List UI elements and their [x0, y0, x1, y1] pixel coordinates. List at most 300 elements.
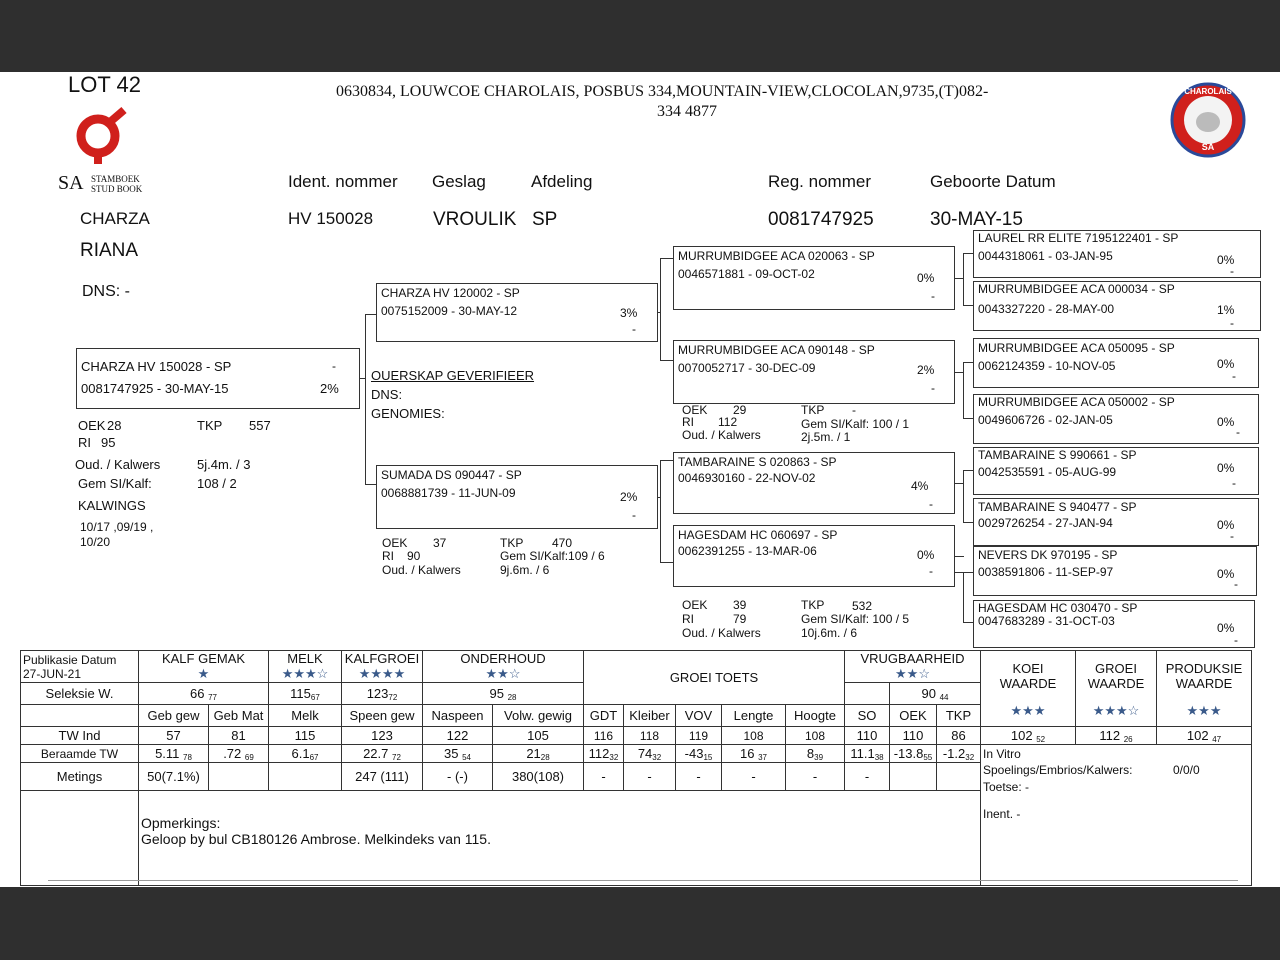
grandparent-pct: 0% [917, 548, 935, 562]
subheader-cell: VOV [676, 705, 722, 727]
ber-cell [937, 745, 981, 763]
groei-waarde-cell [1076, 651, 1157, 727]
sire-reg: 0075152009 - 30-MAY-12 [381, 304, 518, 318]
produksie-waarde-stars: ★★★ [1186, 703, 1222, 718]
beraamde-tw-label: Beraamde TW [21, 745, 139, 763]
seleksie-label: Seleksie W. [21, 683, 139, 705]
great-grandparent-box [973, 498, 1259, 546]
birth-heading: Geboorte Datum [930, 172, 1056, 191]
onderhoud-label: ONDERHOUD [460, 651, 546, 666]
metings-cell: - [845, 763, 890, 791]
kalf-gemak-cell [139, 651, 269, 683]
subheader-cell: Geb gew [139, 705, 209, 727]
ggp-name: TAMBARAINE S 940477 - SP [978, 500, 1137, 514]
ber-acc: 32 [652, 752, 662, 762]
animal-reg: 0081747925 [768, 209, 874, 230]
gp-oud-label: Oud. / Kalwers [682, 428, 761, 442]
seleksie-empty [845, 683, 890, 705]
tw-ind-cell: 115 [269, 727, 342, 745]
top-dark-bar [0, 0, 1280, 72]
sire-dash: - [632, 322, 636, 336]
ggp-reg: 0047683289 - 31-OCT-03 [978, 614, 1115, 628]
connector [955, 556, 964, 557]
great-grandparent-box [973, 600, 1255, 648]
tw-ind-cell: 119 [676, 727, 722, 745]
grandparent-box [673, 525, 955, 587]
tw-ind-cell: 118 [624, 727, 676, 745]
seleksie-melk-acc: 67 [310, 692, 320, 702]
self-pedigree-box [76, 348, 360, 409]
ggp-pct: 0% [1217, 357, 1235, 371]
gp-oek: 29 [733, 403, 747, 417]
dam-oud-label: Oud. / Kalwers [382, 563, 461, 577]
connector [365, 484, 376, 485]
ggp-reg: 0042535591 - 05-AUG-99 [978, 465, 1117, 479]
dam-oud: 9j.6m. / 6 [500, 563, 550, 577]
logo-line2: STUD BOOK [91, 184, 143, 194]
self-box-name: CHARZA HV 150028 - SP [81, 359, 232, 374]
tw-ind-cell: 57 [139, 727, 209, 745]
dam-ri-label: RI [382, 549, 394, 563]
ber-value: 74 [637, 745, 653, 761]
ggp-pct: 0% [1217, 253, 1235, 267]
ber-cell [493, 745, 584, 763]
connector [963, 572, 964, 622]
logo-charolais-text: CHAROLAIS [1184, 87, 1232, 96]
opmerkings-empty [21, 791, 139, 886]
gp-gem: Gem SI/Kalf: 100 / 1 [801, 417, 910, 431]
koei-waarde-label: KOEI WAARDE [999, 661, 1057, 691]
produksie-value: 102 [1186, 727, 1209, 743]
seleksie-melk [269, 683, 342, 705]
sex-heading: Geslag [432, 172, 486, 191]
grandparent-reg: 0046571881 - 09-OCT-02 [678, 267, 815, 281]
ber-cell [209, 745, 269, 763]
self-tkp: 557 [249, 418, 271, 433]
gp-tkp: 532 [852, 599, 873, 613]
grandparent-name: MURRUMBIDGEE ACA 020063 - SP [678, 249, 875, 263]
seleksie-kalfgroei [342, 683, 423, 705]
metings-cell: - [624, 763, 676, 791]
logo-line1: STAMBOEK [91, 174, 140, 184]
ber-acc: 15 [703, 752, 713, 762]
great-grandparent-box [973, 281, 1261, 331]
groei-waarde-value [1076, 727, 1157, 745]
ber-cell [342, 745, 423, 763]
ber-value: 21 [526, 745, 541, 761]
ggp-pct: 0% [1217, 461, 1235, 475]
connector [963, 253, 964, 305]
spoelings-value: 0/0/0 [1173, 762, 1200, 777]
sire-box [376, 283, 658, 342]
grandparent-dash: - [931, 289, 935, 303]
sire-name: CHARZA HV 120002 - SP [381, 286, 520, 300]
dam-oek-label: OEK [382, 536, 408, 550]
self-box-dash: - [332, 359, 336, 373]
koei-value: 102 [1010, 727, 1033, 743]
ggp-dash: - [1234, 633, 1238, 647]
charolais-bull-logo-icon [1170, 80, 1248, 160]
connector [963, 470, 964, 522]
opmerkings-label: Opmerkings: [141, 815, 221, 831]
tw-ind-cell: 108 [722, 727, 786, 745]
self-tkp-label: TKP [197, 418, 223, 433]
gp-ri: 79 [733, 612, 747, 626]
ber-acc: 39 [814, 752, 824, 762]
connector [963, 362, 973, 363]
subheader-cell: Speen gew [342, 705, 423, 727]
tw-ind-row [21, 727, 1252, 745]
parentage-dns: DNS: [371, 387, 403, 402]
tw-ind-cell: 122 [423, 727, 493, 745]
tw-ind-cell: 110 [890, 727, 937, 745]
charolais-sa-logo [1170, 80, 1248, 160]
subheader-cell: Naspeen [423, 705, 493, 727]
sire-pct: 3% [620, 306, 638, 320]
gp-oud: 10j.6m. / 6 [801, 626, 858, 640]
gp-oek-label: OEK [682, 598, 708, 612]
ber-cell [139, 745, 209, 763]
metings-cell: - [584, 763, 624, 791]
metings-cell: - [676, 763, 722, 791]
gp-oud-label: Oud. / Kalwers [682, 626, 761, 640]
self-oud: 5j.4m. / 3 [197, 457, 251, 472]
tw-ind-cell: 86 [937, 727, 981, 745]
animal-ident: HV 150028 [288, 209, 374, 228]
vrugbaarheid-cell [845, 651, 981, 683]
subheader-cell: Kleiber [624, 705, 676, 727]
ber-value: -13.8 [893, 745, 924, 761]
tw-ind-cell: 123 [342, 727, 423, 745]
gp-ri-label: RI [682, 415, 694, 429]
ber-value: 11.1 [850, 745, 875, 761]
metings-cell: - (-) [423, 763, 493, 791]
koei-waarde-value [981, 727, 1076, 745]
ouerskap-label: OUERSKAP GEVERIFIEER [371, 368, 535, 383]
great-grandparent-box [973, 338, 1259, 388]
connector [660, 258, 661, 360]
breeder-phone: 334 4877 [657, 103, 717, 120]
pub-date-label: Publikasie Datum [23, 652, 117, 667]
ggp-pct: 0% [1217, 415, 1235, 429]
connector [660, 460, 661, 562]
grandparent-name: HAGESDAM HC 060697 - SP [678, 528, 838, 542]
melk-cell [269, 651, 342, 683]
subheader-cell: TKP [937, 705, 981, 727]
dam-oek: 37 [433, 536, 447, 550]
ggp-name: LAUREL RR ELITE 7195122401 - SP [978, 231, 1179, 245]
self-box-pct: 2% [320, 381, 339, 396]
ber-cell [584, 745, 624, 763]
seleksie-onderhoud-acc: 28 [507, 692, 517, 702]
self-ri-label: RI [78, 435, 91, 450]
metings-cell [269, 763, 342, 791]
seleksie-kalf-value: 66 [190, 685, 205, 701]
connector [365, 314, 376, 315]
seleksie-kalf [139, 683, 269, 705]
ggp-name: MURRUMBIDGEE ACA 050095 - SP [978, 341, 1175, 355]
self-ri: 95 [101, 435, 116, 450]
animal-birth: 30-MAY-15 [930, 209, 1023, 230]
gp-oud: 2j.5m. / 1 [801, 430, 851, 444]
tw-ind-cell: 81 [209, 727, 269, 745]
gp-tkp: - [852, 403, 856, 417]
grandparent-box [673, 452, 955, 514]
ggp-reg: 0044318061 - 03-JAN-95 [978, 249, 1113, 263]
dam-pct: 2% [620, 490, 638, 504]
grandparent-box [673, 340, 955, 404]
ggp-pct: 1% [1217, 303, 1235, 317]
animal-section: SP [532, 209, 558, 230]
kalfgroei-label: KALFGROEI [344, 651, 420, 666]
great-grandparent-box [973, 546, 1257, 596]
subheader-cell: Geb Mat [209, 705, 269, 727]
ber-acc: 72 [392, 752, 401, 762]
great-grandparent-box [973, 394, 1259, 444]
seleksie-onderhoud-value: 95 [489, 685, 504, 701]
ggp-name: NEVERS DK 970195 - SP [978, 548, 1118, 562]
connector [963, 362, 964, 418]
breeding-values-table [20, 650, 1252, 886]
produksie-acc: 47 [1212, 734, 1222, 744]
gp-oek-label: OEK [682, 403, 708, 417]
connector [963, 418, 973, 419]
grandparent-name: TAMBARAINE S 020863 - SP [678, 455, 837, 469]
self-kalwings-line2: 10/20 [80, 535, 111, 549]
spoelings-label: Spoelings/Embrios/Kalwers: [983, 762, 1133, 777]
ggp-dash: - [1230, 316, 1234, 330]
grandparent-pct: 4% [911, 479, 929, 493]
ggp-reg: 0029726254 - 27-JAN-94 [978, 516, 1113, 530]
reg-heading: Reg. nommer [768, 172, 871, 191]
grandparent-dash: - [929, 564, 933, 578]
groei-acc: 26 [1123, 734, 1133, 744]
ber-cell [624, 745, 676, 763]
ggp-reg: 0049606726 - 02-JAN-05 [978, 413, 1113, 427]
bottom-dark-bar [0, 887, 1280, 960]
logo-sa-text: SA [1201, 142, 1215, 152]
breeder-address: 0630834, LOUWCOE CHAROLAIS, POSBUS 334,MOUNTAIN-VIEW,CLOCOLAN,9735,(T)082- [336, 83, 989, 100]
metings-cell: - [722, 763, 786, 791]
ggp-pct: 0% [1217, 621, 1235, 635]
groei-waarde-label: GROEI WAARDE [1087, 661, 1145, 691]
dam-reg: 0068881739 - 11-JUN-09 [381, 486, 516, 500]
metings-cell: - [786, 763, 845, 791]
connector [963, 470, 973, 471]
kalfgroei-stars: ★★★★ [358, 666, 406, 681]
great-grandparent-box [973, 447, 1259, 495]
seleksie-kalfgroei-acc: 72 [388, 692, 398, 702]
sa-studbook-logo [58, 106, 158, 196]
ber-acc: 32 [609, 752, 619, 762]
ber-acc: 78 [183, 752, 192, 762]
melk-stars: ★★★☆ [281, 666, 329, 681]
groei-waarde-stars: ★★★☆ [1092, 703, 1140, 718]
self-oek: 28 [107, 418, 122, 433]
ggp-name: MURRUMBIDGEE ACA 000034 - SP [978, 282, 1175, 296]
produksie-waarde-label: PRODUKSIE WAARDE [1165, 661, 1243, 691]
seleksie-vrug-value: 90 [921, 685, 936, 701]
groei-value: 112 [1099, 727, 1121, 743]
ggp-dash: - [1230, 529, 1234, 543]
genomies-label: GENOMIES: [371, 406, 445, 421]
opmerkings-cell [139, 791, 981, 886]
metings-cell [209, 763, 269, 791]
ber-value: 8 [806, 745, 815, 761]
subheader-cell: GDT [584, 705, 624, 727]
lot-number: LOT 42 [68, 72, 141, 97]
groei-toets-label: GROEI TOETS [584, 651, 845, 705]
ggp-name: TAMBARAINE S 990661 - SP [978, 448, 1137, 462]
inent-label: Inent. - [983, 806, 1021, 821]
kalf-gemak-stars: ★ [197, 666, 210, 681]
ber-acc: 37 [758, 752, 767, 762]
grandparent-pct: 0% [917, 271, 935, 285]
metings-cell [890, 763, 937, 791]
connector [660, 360, 673, 361]
gp-ri: 112 [718, 415, 738, 429]
onderhoud-cell [423, 651, 584, 683]
ber-acc: 38 [874, 752, 884, 762]
grandparent-reg: 0046930160 - 22-NOV-02 [678, 471, 816, 485]
group-header-row [21, 651, 1252, 683]
ber-cell [786, 745, 845, 763]
ggp-pct: 0% [1217, 567, 1235, 581]
seleksie-kalfgroei-value: 123 [366, 685, 389, 701]
gp-tkp-label: TKP [801, 403, 825, 417]
connector [963, 305, 973, 306]
in-vitro-label: In Vitro [981, 745, 1252, 763]
ber-value: 5.11 [155, 745, 180, 761]
self-gem: 108 / 2 [197, 476, 237, 491]
grandparent-dash: - [929, 497, 933, 511]
animal-sex: VROULIK [433, 209, 517, 230]
beraamde-tw-row [21, 745, 1252, 763]
dam-tkp: 470 [552, 536, 573, 550]
connector [365, 314, 366, 484]
ber-cell [269, 745, 342, 763]
section-heading: Afdeling [531, 172, 593, 191]
connector [955, 572, 973, 573]
great-grandparent-box [973, 230, 1261, 278]
ber-acc: 28 [540, 752, 550, 762]
subheader-cell: Volw. gewig [493, 705, 584, 727]
animal-dns: DNS: - [82, 283, 130, 300]
vrugbaarheid-label: VRUGBAARHEID [860, 651, 965, 666]
koei-waarde-cell [981, 651, 1076, 727]
melk-label: MELK [287, 651, 323, 666]
grandparent-reg: 0062391255 - 13-MAR-06 [678, 544, 817, 558]
ggp-dash: - [1234, 577, 1238, 591]
ber-cell [845, 745, 890, 763]
seleksie-onderhoud [423, 683, 584, 705]
tw-ind-cell: 108 [786, 727, 845, 745]
ggp-dash: - [1232, 476, 1236, 490]
ggp-pct: 0% [1217, 518, 1235, 532]
tw-ind-label: TW Ind [21, 727, 139, 745]
animal-herd: CHARZA [80, 209, 150, 228]
subheader-cell: OEK [890, 705, 937, 727]
ber-value: 16 [740, 745, 755, 761]
opmerkings-text: Geloop by bul CB180126 Ambrose. Melkindeks van 115. [141, 831, 491, 847]
ggp-name: HAGESDAM HC 030470 - SP [978, 601, 1138, 615]
ber-cell [890, 745, 937, 763]
footer-rule [48, 880, 1238, 881]
seleksie-vrug-acc: 44 [939, 692, 949, 702]
metings-cell [937, 763, 981, 791]
ber-value: 22.7 [363, 745, 389, 761]
ggp-dash: - [1236, 425, 1240, 439]
produksie-waarde-cell [1157, 651, 1252, 727]
metings-label: Metings [21, 763, 139, 791]
metings-cell: 247 (111) [342, 763, 423, 791]
self-oud-label: Oud. / Kalwers [75, 457, 161, 472]
kalf-gemak-label: KALF GEMAK [161, 651, 246, 666]
self-box-reg: 0081747925 - 30-MAY-15 [81, 381, 229, 396]
grandparent-box [673, 246, 955, 310]
ber-value: 6.1 [291, 745, 310, 761]
ggp-reg: 0062124359 - 10-NOV-05 [978, 359, 1116, 373]
connector [963, 253, 973, 254]
gp-tkp-label: TKP [801, 598, 825, 612]
ggp-dash: - [1232, 369, 1236, 383]
ber-acc: 54 [462, 752, 471, 762]
grandparent-name: MURRUMBIDGEE ACA 090148 - SP [678, 343, 875, 357]
tw-ind-cell: 105 [493, 727, 584, 745]
metings-row [21, 763, 1252, 791]
gp-oek: 39 [733, 598, 747, 612]
ber-value: -43 [684, 745, 704, 761]
connector [660, 562, 673, 563]
ggp-dash: - [1230, 264, 1234, 278]
subheader-cell: Melk [269, 705, 342, 727]
ident-heading: Ident. nommer [288, 172, 398, 191]
ber-cell [722, 745, 786, 763]
vrugbaarheid-stars: ★★☆ [895, 666, 930, 681]
produksie-waarde-value [1157, 727, 1252, 745]
grandparent-reg: 0070052717 - 30-DEC-09 [678, 361, 816, 375]
seleksie-kalf-acc: 77 [208, 692, 217, 702]
dam-tkp-label: TKP [500, 536, 524, 550]
dam-dash: - [632, 508, 636, 522]
gp-ri-label: RI [682, 612, 694, 626]
pub-date-cell [21, 651, 139, 683]
dam-ri: 90 [407, 549, 421, 563]
dam-gem: Gem SI/Kalf:109 / 6 [500, 549, 605, 563]
pub-date: 27-JUN-21 [23, 666, 82, 681]
tw-ind-cell: 110 [845, 727, 890, 745]
ggp-reg: 0038591806 - 11-SEP-97 [978, 565, 1114, 579]
self-oek-label: OEK [78, 418, 106, 433]
self-kalwings-line1: 10/17 ,09/19 , [80, 520, 154, 534]
grandparent-pct: 2% [917, 363, 935, 377]
ber-acc: 67 [309, 752, 319, 762]
dam-name: SUMADA DS 090447 - SP [381, 468, 522, 482]
seleksie-melk-value: 115 [290, 685, 311, 701]
connector [660, 258, 673, 259]
subheader-empty [21, 705, 139, 727]
ggp-name: MURRUMBIDGEE ACA 050002 - SP [978, 395, 1175, 409]
self-gem-label: Gem SI/Kalf: [78, 476, 152, 491]
metings-cell: 50(7.1%) [139, 763, 209, 791]
connector [660, 460, 673, 461]
ber-value: 35 [444, 745, 459, 761]
ber-acc: 55 [923, 752, 933, 762]
toetse-label: Toetse: - [983, 779, 1030, 794]
connector [963, 622, 973, 623]
tw-ind-cell: 116 [584, 727, 624, 745]
ber-value: -1.2 [942, 745, 966, 761]
